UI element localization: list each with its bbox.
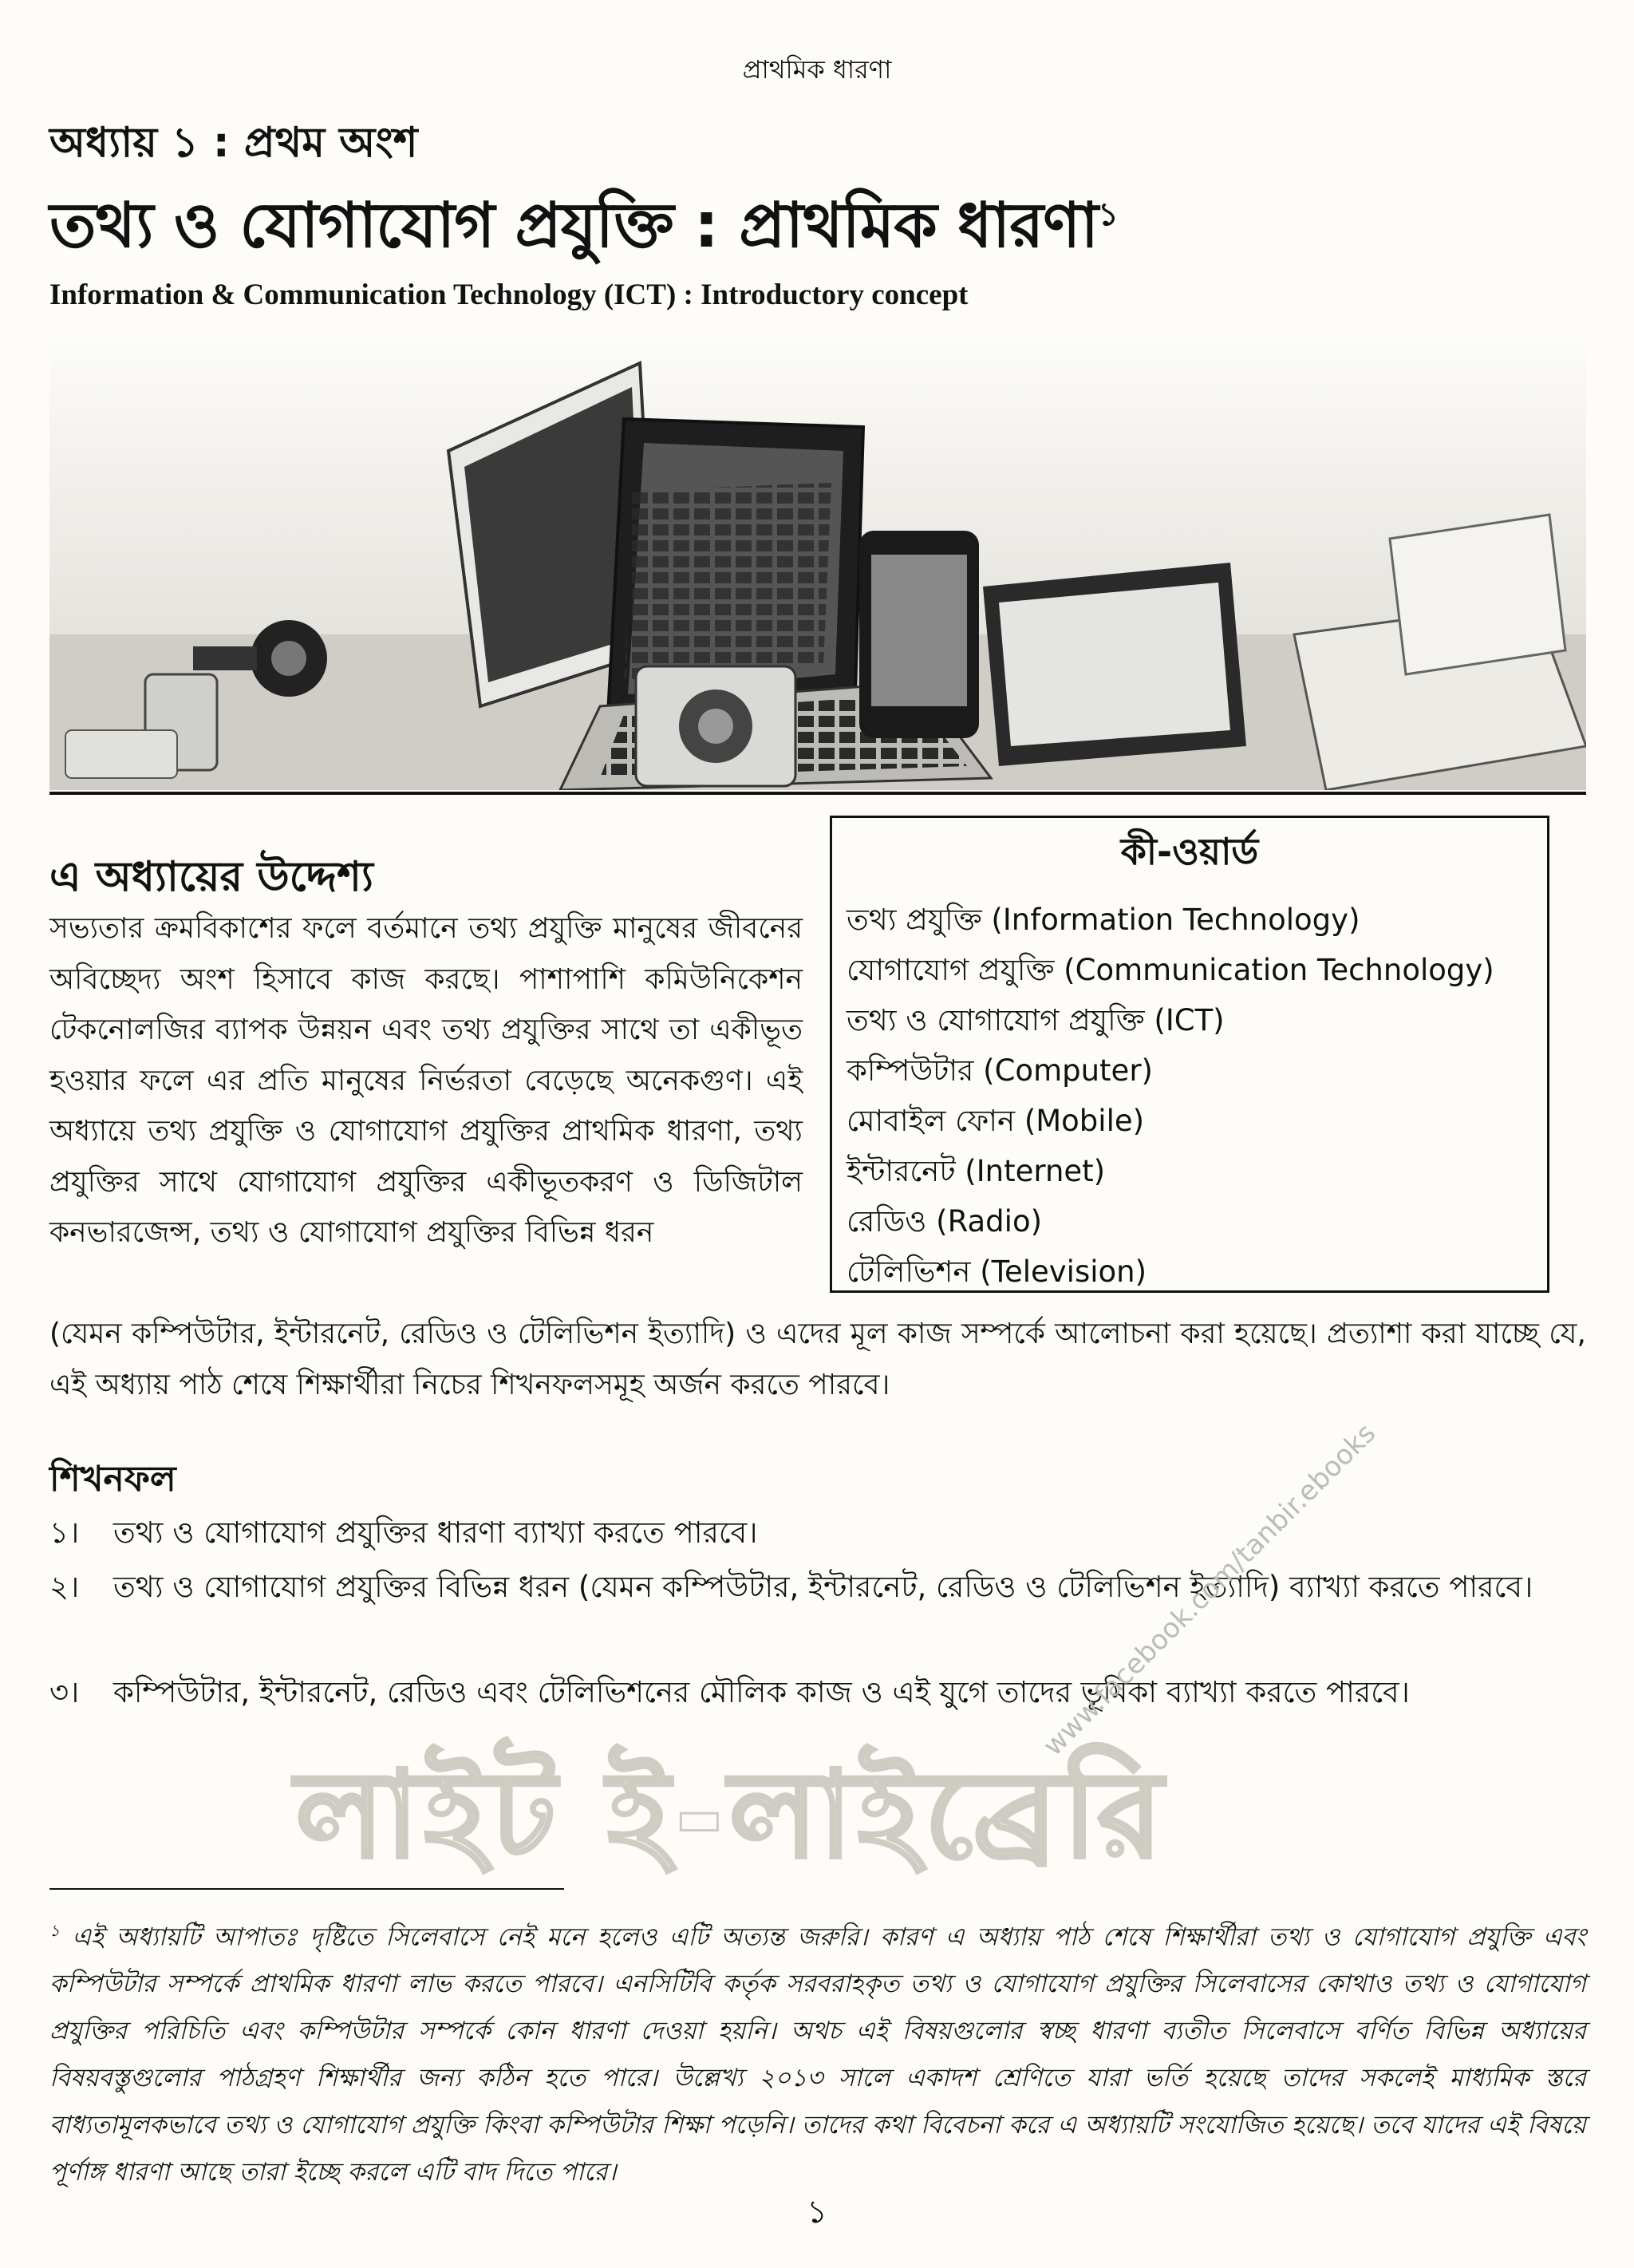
running-head: প্রাথমিক ধারণা (742, 54, 892, 85)
outcome-item (49, 1563, 1586, 1612)
keyword-item: টেলিভিশন (Television) (847, 1255, 1147, 1289)
tablet-shape (983, 563, 1246, 766)
outcome-item (49, 1668, 1586, 1717)
watermark-url: www.facebook.com/tanbir.ebooks (1037, 1417, 1383, 1763)
outcome-text: তথ্য ও যোগাযোগ প্রযুক্তির ধারণা ব্যাখ্যা করতে পারবে। (113, 1515, 758, 1550)
page-title-text: তথ্য ও যোগাযোগ প্রযুক্তি : প্রাথমিক ধারণা (49, 190, 1098, 262)
chapter-label: অধ্যায় ১ : প্রথম অংশ (49, 119, 418, 167)
title-footnote-mark: ১ (1097, 196, 1118, 233)
objectives-heading: এ অধ্যায়ের উদ্দেশ্য (49, 853, 373, 901)
keyword-item: মোবাইল ফোন (Mobile) (847, 1104, 1145, 1138)
footnote-text: এই অধ্যায়টি আপাতঃ দৃষ্টিতে সিলেবাসে নেই মনে হলেও এটি অত্যন্ত জরুরি। কারণ এ অধ্যায় পাঠ শেষে শিক্ষার্থীরা তথ্য ও যোগাযোগ প্রযুক্তি এবং কম্পিউটার সম্পর্কে প্রাথমিক ধারণা লাভ করতে পারবে। এনসিটিবি কর্তৃক সরবরাহকৃত তথ্য ও যোগাযোগ প্রযুক্তির সিলেবাসের কোথাও তথ্য ও যোগাযোগ প্রযুক্তির পরিচিতি এবং কম্পিউটার সম্পর্কে কোন ধারণা দেওয়া হয়নি। অথচ এই বিষয়গুলোর স্বচ্ছ ধারণা ব্যতীত সিলেবাসে বর্ণিত বিভিন্ন অধ্যায়ের বিষয়বস্তুগুলোর পাঠগ্রহণ শিক্ষার্থীর জন্য কঠিন হতে পারে। উল্লেখ্য ২০১৩ সালে একাদশ শ্রেণিতে যারা ভর্তি হয়েছে তাদের সকলেই মাধ্যমিক স্তরে বাধ্যতামূলকভাবে তথ্য ও যোগাযোগ প্রযুক্তি কিংবা কম্পিউটার শিক্ষা পড়েনি। তাদের কথা বিবেচনা করে এ অধ্যায়টি সংযোজিত হয়েছে। তবে যাদের এই বিষয়ে পূর্ণাঙ্গ ধারণা আছে তারা ইচ্ছে করলে এটি বাদ দিতে পারে। (49, 1922, 1586, 2187)
outcomes-heading: শিখনফল (49, 1459, 176, 1499)
keyword-box-title: কী-ওয়ার্ড (1120, 830, 1259, 873)
keyword-item: তথ্য প্রযুক্তি (Information Technology) (847, 903, 1360, 937)
keyword-item: কম্পিউটার (Computer) (847, 1053, 1153, 1088)
outcome-text: তথ্য ও যোগাযোগ প্রযুক্তির বিভিন্ন ধরন (যেমন কম্পিউটার, ইন্টারনেট, রেডিও ও টেলিভিশন ইত্যাদি) ব্যাখ্যা করতে পারবে। (113, 1570, 1533, 1604)
page-number: ১ (807, 2194, 827, 2230)
keyword-item: যোগাযোগ প্রযুক্তি (Communication Technology) (847, 953, 1494, 987)
keyword-item: তথ্য ও যোগাযোগ প্রযুক্তি (ICT) (847, 1003, 1225, 1037)
devices-illustration (49, 331, 1586, 790)
outcome-number: ২। (49, 1570, 80, 1604)
outcome-number: ১। (49, 1515, 80, 1550)
footnote (49, 1907, 1586, 2196)
outcome-item (49, 1508, 1586, 1558)
objectives-paragraph: সভ্যতার ক্রমবিকাশের ফলে বর্তমানে তথ্য প্রযুক্তি মানুষের জীবনের অবিচ্ছেদ্য অংশ হিসাবে কাজ করছে। পাশাপাশি কমিউনিকেশন টেকনোলজির ব্যাপক উন্নয়ন এবং তথ্য প্রযুক্তির সাথে তা একীভূত হওয়ার ফলে এর প্রতি মানুষের নির্ভরতা বেড়েছে অনেকগুণ। এই অধ্যায়ে তথ্য প্রযুক্তি ও যোগাযোগ প্রযুক্তির প্রাথমিক ধারণা, তথ্য প্রযুক্তির সাথে যোগাযোগ প্রযুক্তির একীভূতকরণ ও ডিজিটাল কনভারজেন্স, তথ্য ও যোগাযোগ প্রযুক্তির বিভিন্ন ধরন (49, 912, 803, 1249)
keyword-item: রেডিও (Radio) (847, 1204, 1043, 1239)
watermark-text: লাইট ই-লাইব্রেরি (295, 1746, 1168, 1885)
outcome-text: কম্পিউটার, ইন্টারনেট, রেডিও এবং টেলিভিশনের মৌলিক কাজ ও এই যুগে তাদের ভূমিকা ব্যাখ্যা করতে পারবে। (113, 1675, 1410, 1709)
hero-divider (49, 792, 1586, 795)
english-title: Information & Communication Technology (ICT) : Introductory concept (49, 279, 969, 311)
phone-shape (859, 531, 979, 738)
page-title (49, 177, 1118, 281)
footnote-divider (49, 1888, 564, 1890)
camera-shape (636, 666, 795, 786)
outcome-number: ৩। (49, 1675, 80, 1709)
keyword-box (830, 816, 1549, 1293)
footnote-mark: ১ (49, 1921, 60, 1940)
keyword-item: ইন্টারনেট (Internet) (847, 1154, 1106, 1188)
objectives-paragraph-continued: (যেমন কম্পিউটার, ইন্টারনেট, রেডিও ও টেলিভিশন ইত্যাদি) ও এদের মূল কাজ সম্পর্কে আলোচনা করা হয়েছে। প্রত্যাশা করা যাচ্ছে যে, এই অধ্যায় পাঠ শেষে শিক্ষার্থীরা নিচের শিখনফলসমূহ অর্জন করতে পারবে। (49, 1318, 1586, 1401)
